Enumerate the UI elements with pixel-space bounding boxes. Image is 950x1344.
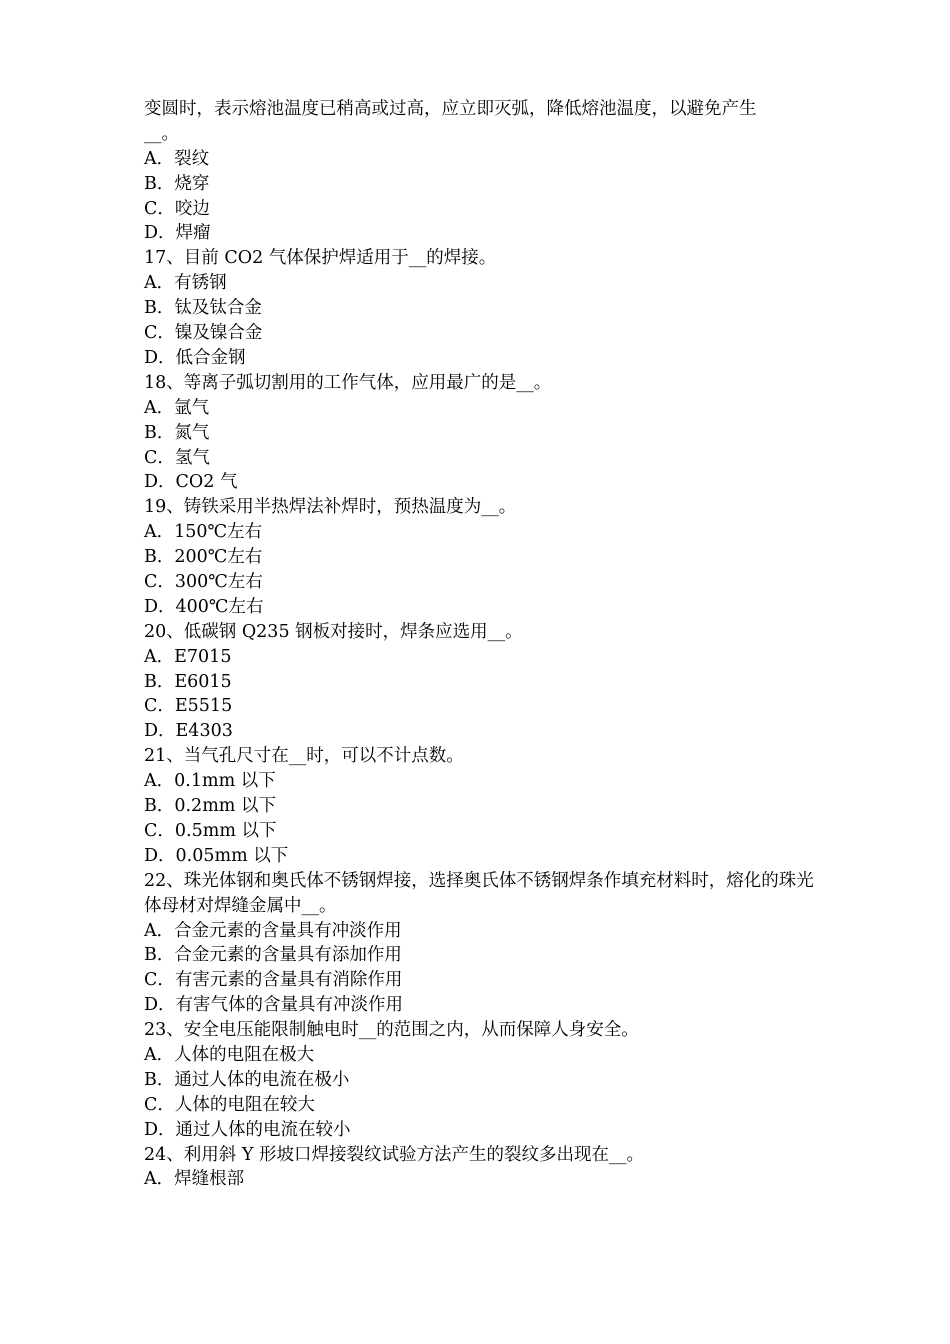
option-c: C．人体的电阻在较大 [144, 1094, 315, 1115]
option-d: D．E4303 [144, 721, 233, 742]
option-a: A．裂纹 [144, 148, 210, 169]
option-c: C．有害元素的含量具有消除作用 [144, 970, 403, 991]
question-23: 23、安全电压能限制触电时__的范围之内，从而保障人身安全。 [144, 1020, 639, 1041]
option-b: B．通过人体的电流在极小 [144, 1069, 350, 1090]
document-page [144, 97, 824, 1192]
option-d: D．焊瘤 [144, 223, 211, 244]
option-a: A．焊缝根部 [144, 1169, 245, 1190]
option-c: C．氢气 [144, 447, 210, 468]
option-d: D．有害气体的含量具有冲淡作用 [144, 995, 404, 1016]
question-21: 21、当气孔尺寸在__时，可以不计点数。 [144, 746, 464, 767]
option-a: A．150℃左右 [144, 522, 263, 543]
question-18: 18、等离子弧切割用的工作气体，应用最广的是__。 [144, 372, 552, 393]
option-b: B．氮气 [144, 422, 210, 443]
option-b: B．钛及钛合金 [144, 298, 262, 319]
option-b: B．烧穿 [144, 173, 210, 194]
option-a: A．E7015 [144, 646, 232, 667]
option-a: A．人体的电阻在极大 [144, 1044, 315, 1065]
option-b: B．E6015 [144, 671, 232, 692]
option-a: A．有锈钢 [144, 273, 227, 294]
option-c: C．E5515 [144, 696, 233, 717]
option-d: D．400℃左右 [144, 596, 264, 617]
option-a: A．氩气 [144, 397, 210, 418]
lead-text-line-2: __。 [144, 123, 179, 144]
option-c: C．300℃左右 [144, 571, 263, 592]
option-c: C．咬边 [144, 198, 210, 219]
question-17: 17、目前 CO2 气体保护焊适用于__的焊接。 [144, 248, 497, 269]
option-d: D．0.05mm 以下 [144, 845, 289, 866]
option-b: B．200℃左右 [144, 547, 263, 568]
option-d: D．低合金钢 [144, 347, 246, 368]
question-19: 19、铸铁采用半热焊法补焊时，预热温度为__。 [144, 497, 517, 518]
option-a: A．0.1mm 以下 [144, 771, 276, 792]
option-a: A．合金元素的含量具有冲淡作用 [144, 920, 402, 941]
question-22: 22、珠光体钢和奥氏体不锈钢焊接，选择奥氏体不锈钢焊条作填充材料时，熔化的珠光体母材对焊缝金属中__。 [144, 870, 814, 916]
question-24: 24、利用斜 Y 形坡口焊接裂纹试验方法产生的裂纹多出现在__。 [144, 1144, 644, 1165]
option-c: C．镍及镍合金 [144, 323, 263, 344]
option-d: D．通过人体的电流在较小 [144, 1119, 351, 1140]
option-c: C．0.5mm 以下 [144, 820, 277, 841]
option-b: B．0.2mm 以下 [144, 796, 276, 817]
option-d: D．CO2 气 [144, 472, 238, 493]
option-b: B．合金元素的含量具有添加作用 [144, 945, 402, 966]
lead-text-line-1: 变圆时，表示熔池温度已稍高或过高，应立即灭弧，降低熔池温度，以避免产生 [144, 99, 757, 119]
question-20: 20、低碳钢 Q235 钢板对接时，焊条应选用__。 [144, 621, 523, 642]
